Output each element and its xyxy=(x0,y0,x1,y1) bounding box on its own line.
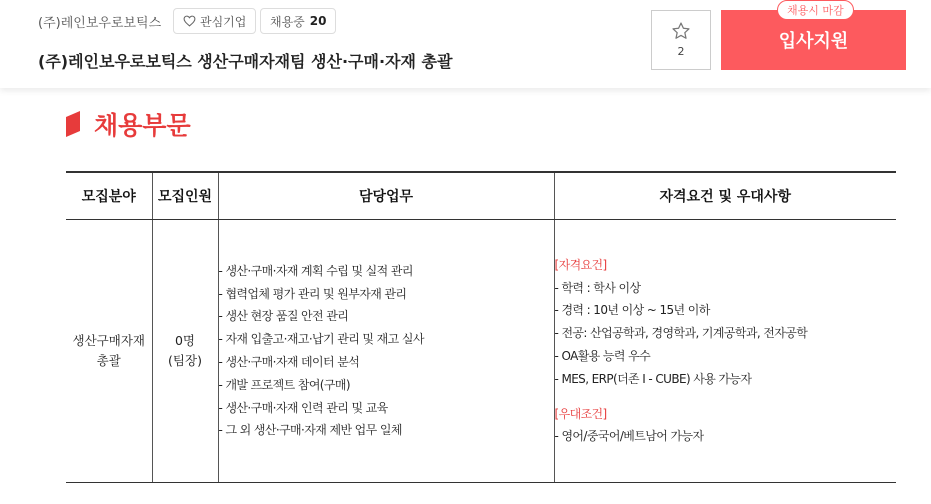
header-qualifications: 자격요건 및 우대사항 xyxy=(554,172,896,220)
requirement-item: - OA활용 능력 우수 xyxy=(554,349,651,363)
duty-item: - 자재 입출고·재고·납기 관리 및 재고 실사 xyxy=(218,332,424,347)
headcount-cell xyxy=(152,220,218,483)
requirement-item: - 학력 : 학사 이상 xyxy=(554,280,641,295)
duty-item: - 협력업체 평가 관리 및 원부자재 관리 xyxy=(218,286,407,301)
company-name[interactable]: (주)레인보우로보틱스 xyxy=(38,16,162,31)
duty-item: - 개발 프로젝트 참여(구매) xyxy=(218,377,350,392)
favorite-label: 관심기업 xyxy=(200,14,247,29)
table-row xyxy=(66,220,896,483)
hiring-count-badge[interactable] xyxy=(260,8,336,34)
duty-item: - 그 외 생산·구매·자재 제반 업무 일체 xyxy=(218,423,402,438)
favorite-company-button[interactable] xyxy=(173,8,256,34)
hiring-count: 20 xyxy=(309,14,327,28)
deadline-badge: 채용시 마감 xyxy=(777,0,854,20)
section-title xyxy=(66,106,191,142)
duty-item: - 생산·구매·자재 인력 관리 및 교육 xyxy=(218,400,388,415)
duties-cell xyxy=(218,220,554,483)
apply-button[interactable]: 입사지원 xyxy=(721,10,906,70)
preferred-item: - 영어/중국어/베트남어 가능자 xyxy=(554,429,704,444)
qualifications-cell xyxy=(554,220,896,483)
headcount-role: (팀장) xyxy=(168,353,202,368)
duty-item: - 생산·구매·자재 계획 수립 및 실적 관리 xyxy=(218,263,413,278)
hiring-label: 채용중 xyxy=(270,14,305,29)
spacer xyxy=(555,391,897,403)
field-cell xyxy=(66,220,152,483)
recruitment-table xyxy=(66,171,896,483)
header-headcount: 모집인원 xyxy=(152,172,218,220)
flag-icon xyxy=(66,111,80,137)
requirements-heading: [자격요건] xyxy=(554,257,607,272)
requirement-item: - 전공: 산업공학과, 경영학과, 기계공학과, 전자공학 xyxy=(554,326,808,341)
section-title-text: 채용부문 xyxy=(94,111,191,140)
heart-icon xyxy=(183,15,196,27)
field-line-2: 총괄 xyxy=(96,353,121,368)
star-icon xyxy=(671,21,691,41)
job-header xyxy=(0,0,931,88)
header-duties: 담당업무 xyxy=(218,172,554,220)
job-title: (주)레인보우로보틱스 생산구매자재팀 생산·구매·자재 총괄 xyxy=(38,52,453,71)
headcount-value: 0명 xyxy=(174,333,196,348)
duty-item: - 생산 현장 품질 안전 관리 xyxy=(218,309,349,324)
header-field: 모집분야 xyxy=(66,172,152,220)
duty-item: - 생산·구매·자재 데이터 분석 xyxy=(218,355,360,369)
scrap-count: 2 xyxy=(677,45,685,58)
preferred-heading: [우대조건] xyxy=(554,406,607,421)
requirement-item: - 경력 : 10년 이상 ~ 15년 이하 xyxy=(554,303,710,318)
field-line-1: 생산구매자재 xyxy=(72,333,145,348)
requirement-item: - MES, ERP(더존 I - CUBE) 사용 가능자 xyxy=(554,371,752,386)
scrap-button[interactable] xyxy=(651,10,711,70)
table-header-row xyxy=(66,172,896,220)
